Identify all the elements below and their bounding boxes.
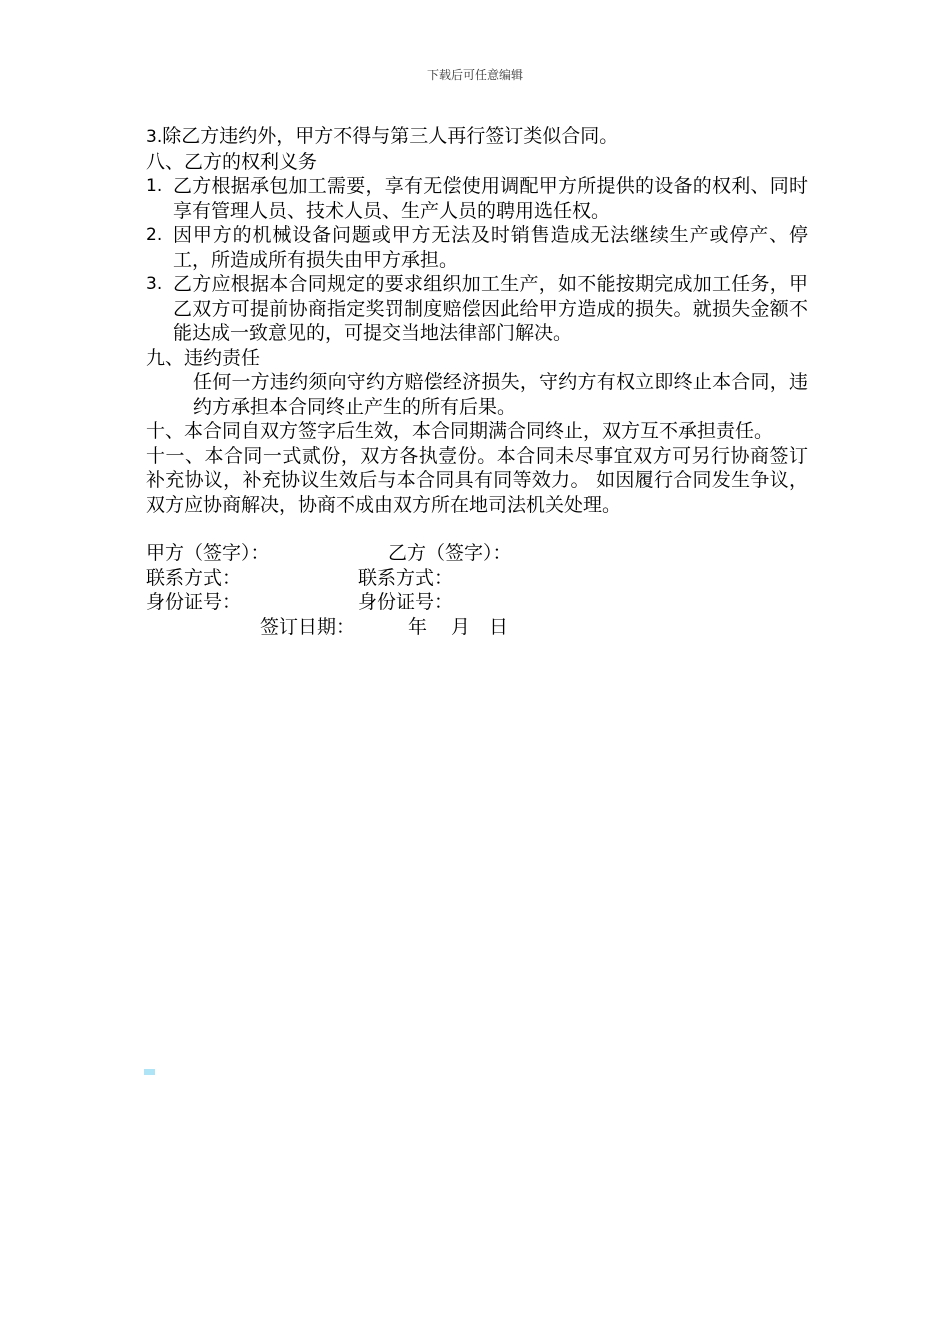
date-row [146,615,808,640]
section-10-text: 十、本合同自双方签字后生效，本合同期满合同终止，双方互不承担责任。 [146,420,774,442]
party-a-id-label: 身份证号： [146,591,242,613]
date-label: 签订日期： [260,615,356,638]
contact-row [146,566,808,591]
clause-3 [146,124,808,150]
clause-3-text: 除乙方违约外，甲方不得与第三人再行签订类似合同。 [162,125,619,147]
date-month: 月 [451,615,471,638]
header-note: 下载后可任意编辑 [426,68,523,82]
clause-3-number: 3. [146,127,163,147]
party-b-contact-label: 联系方式： [358,566,454,589]
date-year: 年 [408,615,428,638]
date-day: 日 [489,615,509,638]
id-row [146,590,808,615]
section-8-item-1 [146,174,808,223]
section-9-text: 任何一方违约须向守约方赔偿经济损失，守约方有权立即终止本合同，违约方承担本合同终止产生的所有后果。 [193,371,808,418]
section-8-item-3 [146,272,808,346]
highlight-mark [144,1069,155,1075]
party-a-contact-label: 联系方式： [146,566,242,589]
section-8-item-2 [146,223,808,272]
item-number: 1. [146,176,163,196]
item-number: 2. [146,225,163,245]
section-9-title: 九、违约责任 [146,346,261,369]
section-11-text: 十一、本合同一式贰份，双方各执壹份。本合同未尽事宜双方可另行协商签订补充协议，补充协议生效后与本合同具有同等效力。 如因履行合同发生争议，双方应协商解决，协商不成由双方所在地司法机关处理。 [146,444,808,516]
party-b-sign-label: 乙方（签字）： [388,542,512,564]
item-text: 因甲方的机械设备问题或甲方无法及时销售造成无法继续生产或停产、停工，所造成所有损失由甲方承担。 [173,224,808,271]
contract-body [146,124,808,639]
signature-row [146,541,808,566]
spacer [146,517,808,541]
party-b-id-label: 身份证号： [358,591,454,613]
item-text: 乙方应根据本合同规定的要求组织加工生产，如不能按期完成加工任务，甲乙双方可提前协商指定奖罚制度赔偿因此给甲方造成的损失。就损失金额不能达成一致意见的，可提交当地法律部门解决。 [173,273,808,344]
item-text: 乙方根据承包加工需要，享有无偿使用调配甲方所提供的设备的权利、同时享有管理人员、技术人员、生产人员的聘用选任权。 [173,175,808,222]
item-number: 3. [146,274,163,294]
section-8-title: 八、乙方的权利义务 [146,150,318,173]
party-a-sign-label: 甲方（签字）： [146,542,270,564]
